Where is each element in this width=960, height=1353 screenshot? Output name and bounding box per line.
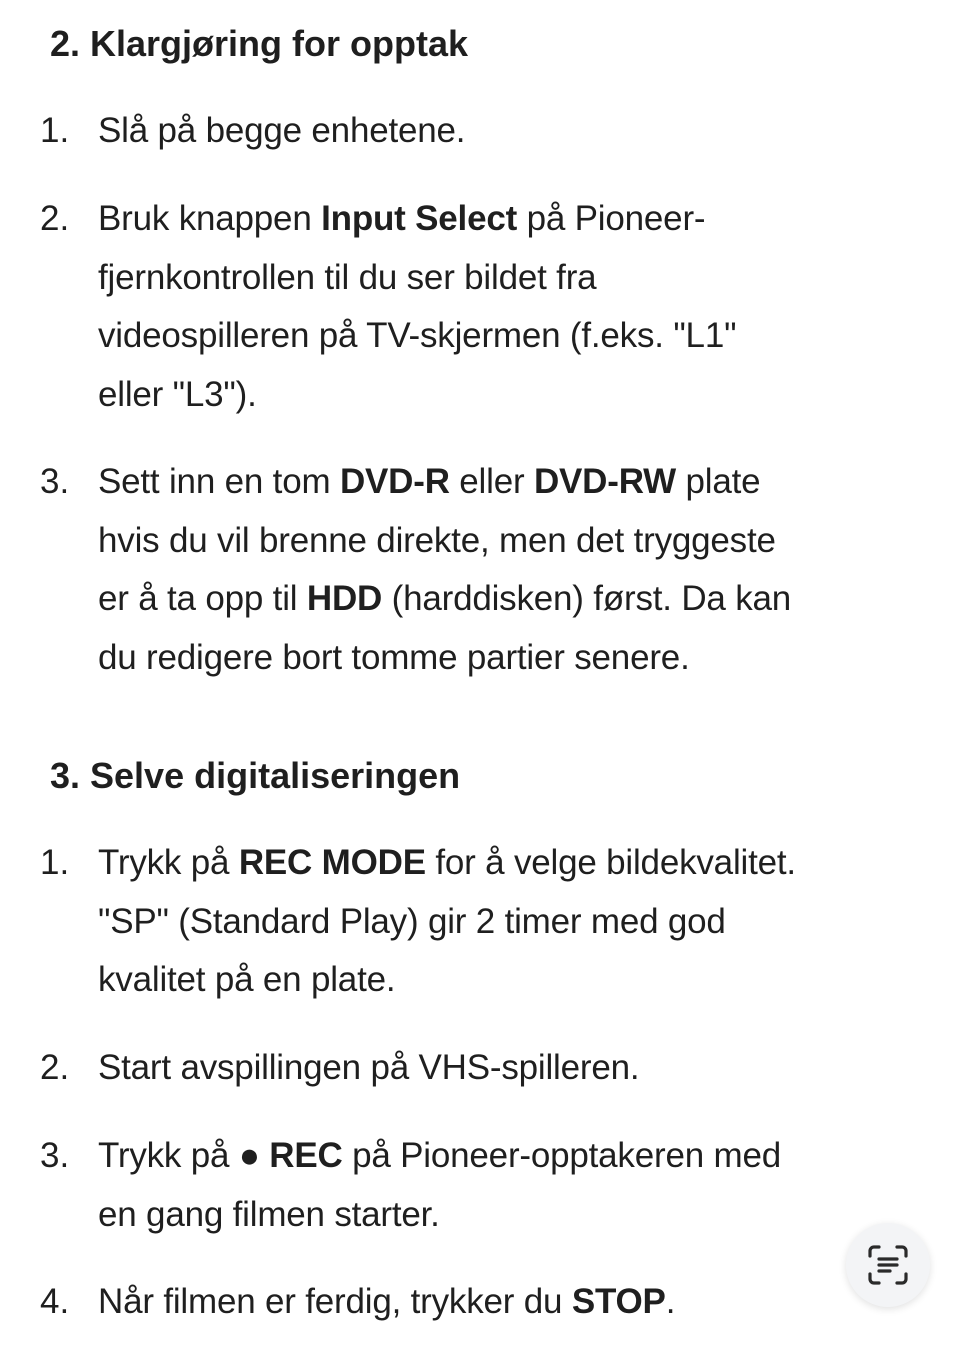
text-scan-icon (865, 1242, 911, 1288)
text-run: Trykk på (98, 843, 239, 882)
list-number: 1. (40, 111, 70, 150)
text-run: en gang filmen starter. (98, 1194, 440, 1234)
bold-term: Input Select (321, 199, 518, 238)
list-item-text (98, 1039, 918, 1098)
list-item-text (98, 1273, 918, 1332)
text-run: kvalitet på en plate. (98, 960, 396, 999)
text-run: hvis du vil brenne direkte, men det tryggeste (98, 520, 776, 560)
text-run: Når filmen er ferdig, trykker du (98, 1282, 572, 1321)
text-run: for å velge bildekvalitet. (425, 843, 796, 882)
list-item-text (98, 453, 918, 687)
text-run: fjernkontrollen til du ser bildet fra (98, 257, 597, 297)
bold-term: REC (269, 1136, 343, 1175)
bold-term: DVD-RW (533, 462, 676, 501)
text-scan-button[interactable] (846, 1223, 930, 1307)
text-run: er å ta opp til (98, 579, 307, 618)
list-number: 2. (40, 1048, 70, 1087)
text-run: Trykk på ● (98, 1136, 270, 1175)
list-item-text (98, 190, 918, 424)
list-number: 2. (40, 199, 70, 238)
list-item-text (98, 102, 918, 161)
bold-term: STOP (571, 1282, 666, 1321)
list-number: 3. (40, 1136, 70, 1175)
text-run: plate (675, 462, 761, 501)
list-number: 1. (40, 843, 70, 882)
list-item-text (98, 1127, 918, 1244)
bold-term: REC MODE (238, 843, 426, 882)
list-number: 3. (40, 462, 70, 501)
text-run: eller (449, 462, 534, 501)
text-run: eller "L3"). (98, 374, 257, 414)
bold-term: HDD (306, 579, 383, 618)
section-heading-digitalisering: 3. Selve digitaliseringen (50, 755, 461, 796)
text-run: Sett inn en tom (98, 462, 340, 501)
text-run: videospilleren på TV-skjermen (f.eks. "L1" (98, 316, 737, 355)
text-run: Start avspillingen på VHS-spilleren. (98, 1048, 640, 1087)
text-run: på Pioneer- (517, 199, 706, 238)
text-run: "SP" (Standard Play) gir 2 timer med god (98, 901, 726, 941)
text-run: Bruk knappen (98, 199, 322, 238)
text-run: du redigere bort tomme partier senere. (98, 637, 690, 677)
list-item-text (98, 834, 918, 1010)
text-run: (harddisken) først. Da kan (382, 579, 792, 618)
text-run: . (665, 1282, 676, 1321)
list-number: 4. (40, 1282, 70, 1321)
bold-term: DVD-R (339, 462, 450, 501)
text-run: på Pioneer-opptakeren med (342, 1136, 781, 1175)
text-run: Slå på begge enhetene. (98, 111, 466, 150)
section-heading-klargjoring: 2. Klargjøring for opptak (50, 23, 469, 64)
